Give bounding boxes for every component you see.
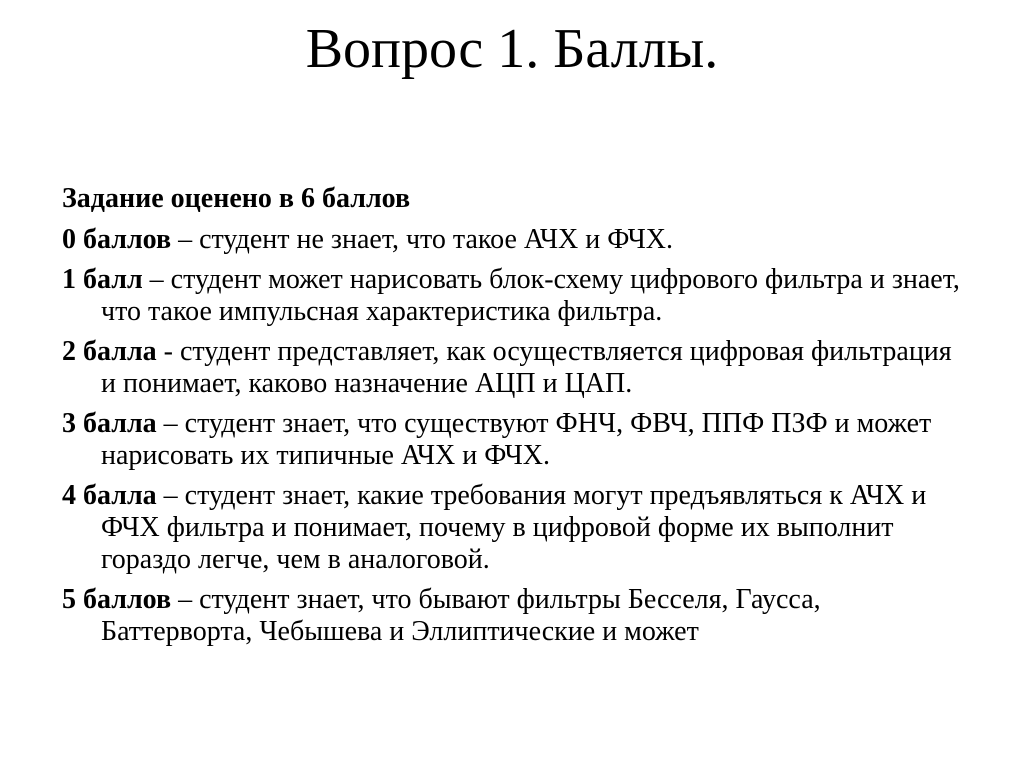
grading-criteria-list [62, 224, 972, 656]
criterion-4-points [62, 480, 972, 576]
criterion-score: 4 балла [62, 480, 157, 511]
criterion-0-points [62, 224, 972, 256]
criterion-text: - студент представляет, как осуществляется цифровая фильтрация и понимает, каково назначение АЦП и ЦАП. [101, 336, 952, 399]
criterion-text: – студент может нарисовать блок-схему цифрового фильтра и знает, что такое импульсная характеристика фильтра. [101, 264, 960, 327]
criterion-score: 3 балла [62, 408, 157, 439]
criterion-score: 1 балл [62, 264, 143, 295]
criterion-score: 2 балла [62, 336, 157, 367]
criterion-text: – студент знает, какие требования могут предъявляться к АЧХ и ФЧХ фильтра и понимает, почему в цифровой форме их выполнит гораздо легче, чем в аналоговой. [101, 480, 927, 575]
slide-title: Вопрос 1. Баллы. [305, 18, 719, 80]
criterion-score: 0 баллов [62, 224, 172, 255]
criterion-3-points [62, 408, 972, 472]
criterion-1-point [62, 264, 972, 328]
criterion-text: – студент не знает, что такое АЧХ и ФЧХ. [171, 224, 674, 255]
criterion-score: 5 баллов [62, 584, 172, 615]
criterion-2-points [62, 336, 972, 400]
grading-intro: Задание оценено в 6 баллов [62, 183, 411, 214]
criterion-text: – студент знает, что существуют ФНЧ, ФВЧ, ППФ ПЗФ и может нарисовать их типичные АЧХ и ФЧХ. [101, 408, 932, 471]
criterion-text: – студент знает, что бывают фильтры Бесселя, Гаусса, Баттерворта, Чебышева и Эллиптические и может [101, 584, 821, 647]
criterion-5-points [62, 584, 972, 648]
